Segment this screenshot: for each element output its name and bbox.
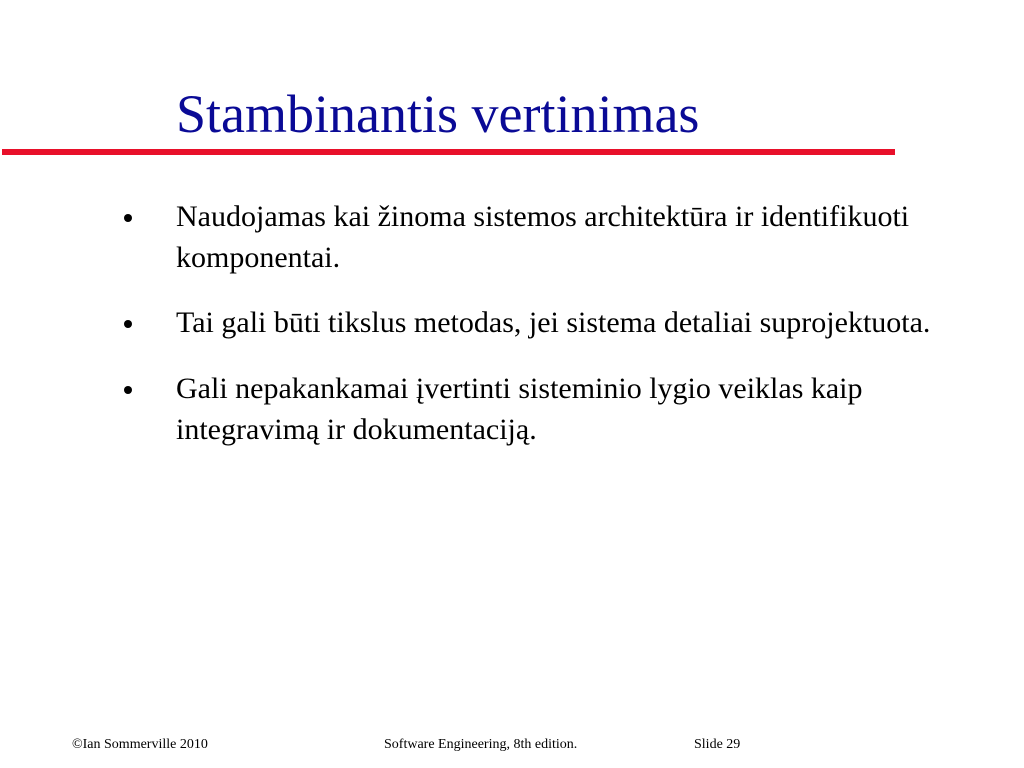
bullet-list bbox=[0, 196, 1024, 475]
bullet-item bbox=[0, 368, 976, 450]
bullet-item bbox=[0, 302, 976, 343]
footer-slide-number: Slide 29 bbox=[694, 737, 741, 752]
bullet-dot-icon bbox=[124, 214, 132, 222]
bullet-dot-icon bbox=[124, 386, 132, 394]
title-underline bbox=[2, 149, 895, 155]
bullet-text: Naudojamas kai žinoma sistemos architektūra ir identifikuoti komponentai. bbox=[176, 200, 910, 274]
bullet-text: Gali nepakankamai įvertinti sisteminio lygio veiklas kaip integravimą ir dokumentaciją. bbox=[176, 372, 863, 446]
bullet-text: Tai gali būti tikslus metodas, jei sistema detaliai suprojektuota. bbox=[176, 306, 931, 339]
slide-title: Stambinantis vertinimas bbox=[176, 84, 700, 144]
footer-copyright: ©Ian Sommerville 2010 bbox=[72, 737, 208, 752]
bullet-dot-icon bbox=[124, 320, 132, 328]
bullet-item bbox=[0, 196, 976, 278]
footer-book-title: Software Engineering, 8th edition. bbox=[384, 737, 578, 752]
